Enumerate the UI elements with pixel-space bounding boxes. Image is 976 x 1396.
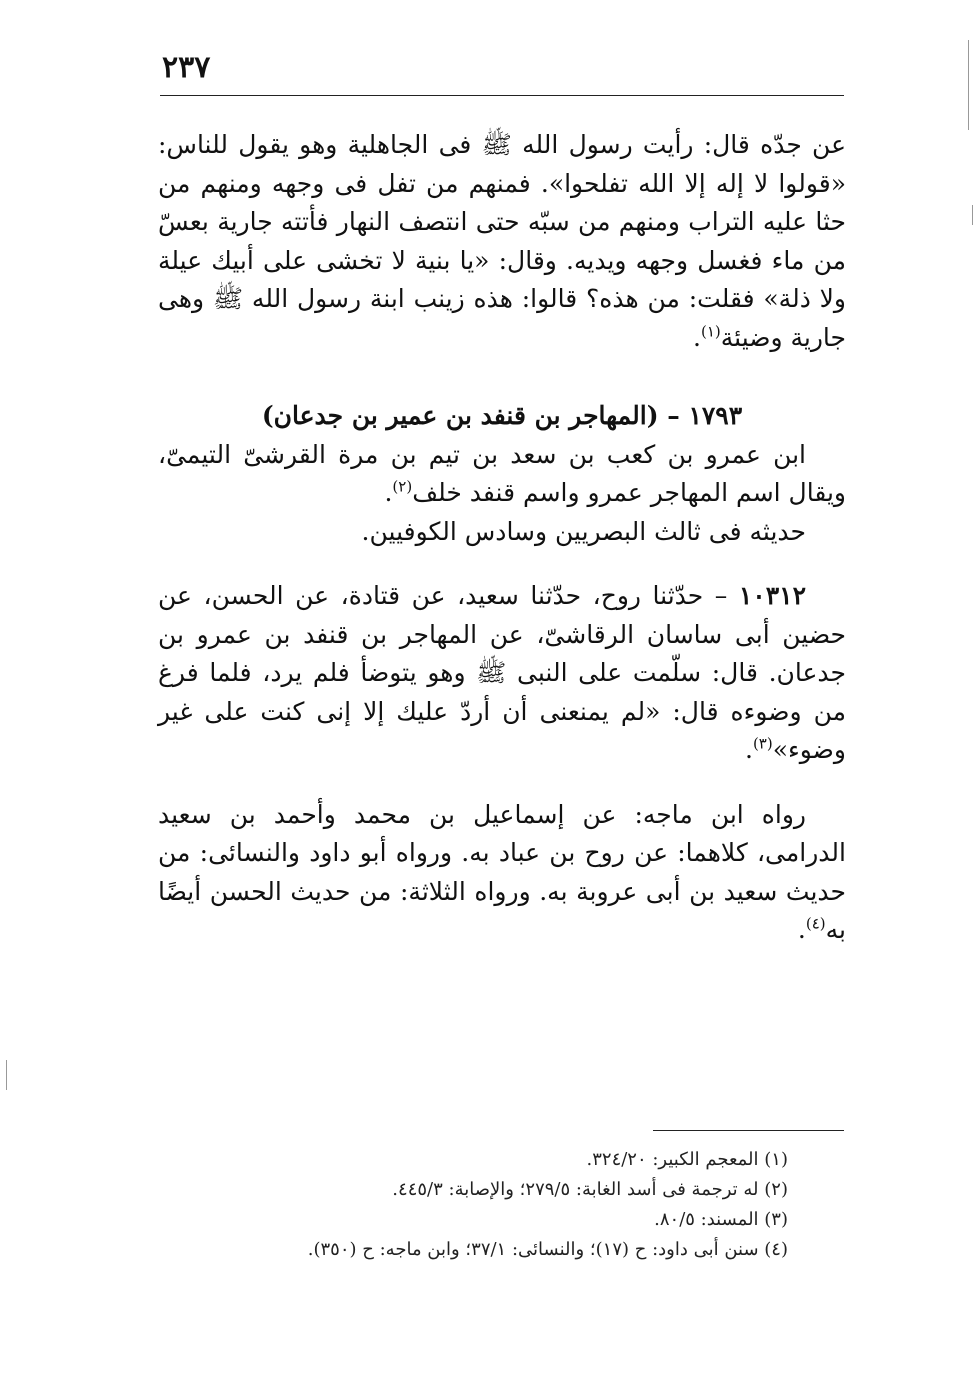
paragraph-opening: عن جدّه قال: رأيت رسول الله ﷺ فى الجاهلية وهو يقول للناس: «قولوا لا إله إلا الله تفلحوا». فمنهم من تفل فى وجهه ومنهم من حثا عليه التراب ومنهم من سبّه حتى انتصف النهار فأتته جارية بعسّ من ماء فغسل وجهه ويديه. وقال: «يا بنية لا تخشى على أبيك عيلة ولا ذلة» فقلت: من هذه؟ قالوا: هذه زينب ابنة رسول الله ﷺ وهى جارية وضيئة$^{(١)}$. bbox=[158, 130, 846, 352]
entry-number: ١٧٩٣ bbox=[688, 401, 743, 430]
riwaya-text: رواه ابن ماجه: عن إسماعيل بن محمد وأحمد بن سعيد الدرامى، كلاهما: عن روح بن عباد به. ورواه أبو داود والنسائى: من حديث سعيد بن أبى عروبة به. ورواه الثلاثة: من حديث الحسن أيضًا به bbox=[158, 799, 846, 944]
entry-lineage-text: ابن عمرو بن كعب بن سعد بن تيم بن مرة القرشىّ التيمىّ، ويقال اسم المهاجر عمرو واسم قنفد خلف bbox=[158, 439, 846, 507]
hadith-number: ١٠٣١٢ bbox=[738, 581, 806, 610]
footnote-ref-4[interactable]: (٤) bbox=[805, 914, 826, 933]
header-rule bbox=[160, 95, 844, 96]
hadith-paragraph: ١٠٣١٢ – حدّثنا روح، حدّثنا سعيد، عن قتادة، عن الحسن، عن حضين أبى ساسان الرقاشىّ، عن المهاجر بن قنفد بن عمرو بن جدعان. قال: سلّمت على النبى ﷺ وهو يتوضأ فلم يرد، فلما فرغ من وضوءه قال: «لم يمنعنى أن أردّ عليك إلا إنى كنت على غير وضوء»$^{(٣)}$. bbox=[158, 581, 846, 764]
footnote-ref-3[interactable]: (٣) bbox=[752, 734, 773, 753]
footnote-ref-2[interactable]: (٢) bbox=[392, 477, 413, 496]
paragraph-text: عن جدّه قال: رأيت رسول الله ﷺ فى الجاهلية وهو يقول للناس: «قولوا لا إله إلا الله تفلحوا». فمنهم من تفل فى وجهه ومنهم من حثا عليه التراب ومنهم من سبّه حتى انتصف النهار فأتته جارية بعسّ من ماء فغسل وجهه ويديه. وقال: «يا بنية لا تخشى على أبيك عيلة ولا ذلة» فقلت: من هذه؟ قالوا: هذه زينب ابنة رسول الله ﷺ وهى جارية وضيئة bbox=[158, 130, 846, 352]
scan-edge-mark bbox=[972, 205, 973, 225]
scan-edge-mark bbox=[6, 1060, 7, 1090]
scan-edge-mark bbox=[968, 40, 969, 130]
footnote-3: (٣) المسند: ٨٠/٥. bbox=[654, 1209, 788, 1230]
entry-heading bbox=[158, 397, 846, 436]
page-body bbox=[158, 126, 846, 950]
footnote-1: (١) المعجم الكبير: ٣٢٤/٢٠. bbox=[586, 1149, 788, 1170]
page-number: ٢٣٧ bbox=[162, 50, 211, 85]
footnote-4: (٤) سنن أبى داود: ح (١٧)؛ والنسائى: ٣٧/١؛ وابن ماجه: ح (٣٥٠). bbox=[307, 1239, 788, 1260]
footnote-rule bbox=[653, 1130, 844, 1131]
footnotes bbox=[140, 1145, 788, 1265]
entry-note: حديثه فى ثالث البصريين وسادس الكوفيين. bbox=[361, 516, 806, 546]
footnote-2: (٢) له ترجمة فى أسد الغابة: ٢٧٩/٥؛ والإصابة: ٤٤٥/٣. bbox=[392, 1179, 788, 1200]
riwaya-paragraph: رواه ابن ماجه: عن إسماعيل بن محمد وأحمد بن سعيد الدرامى، كلاهما: عن روح بن عباد به. ورواه أبو داود والنسائى: من حديث سعيد بن أبى عروبة به. ورواه الثلاثة: من حديث الحسن أيضًا به$^{(٤)}$. bbox=[158, 799, 846, 944]
entry-lineage: ابن عمرو بن كعب بن سعد بن تيم بن مرة القرشىّ التيمىّ، ويقال اسم المهاجر عمرو واسم قنفد خلف$^{(٢)}$. bbox=[158, 439, 846, 507]
entry-title: – (المهاجر بن قنفد بن عمير بن جدعان) bbox=[261, 401, 689, 430]
footnote-ref-1[interactable]: (١) bbox=[700, 322, 721, 341]
hadith-text: – حدّثنا روح، حدّثنا سعيد، عن قتادة، عن الحسن، عن حضين أبى ساسان الرقاشىّ، عن المهاجر بن قنفد بن عمرو بن جدعان. قال: سلّمت على النبى ﷺ وهو يتوضأ فلم يرد، فلما فرغ من وضوءه قال: «لم يمنعنى أن أردّ عليك إلا إنى كنت على غير وضوء» bbox=[158, 581, 846, 764]
